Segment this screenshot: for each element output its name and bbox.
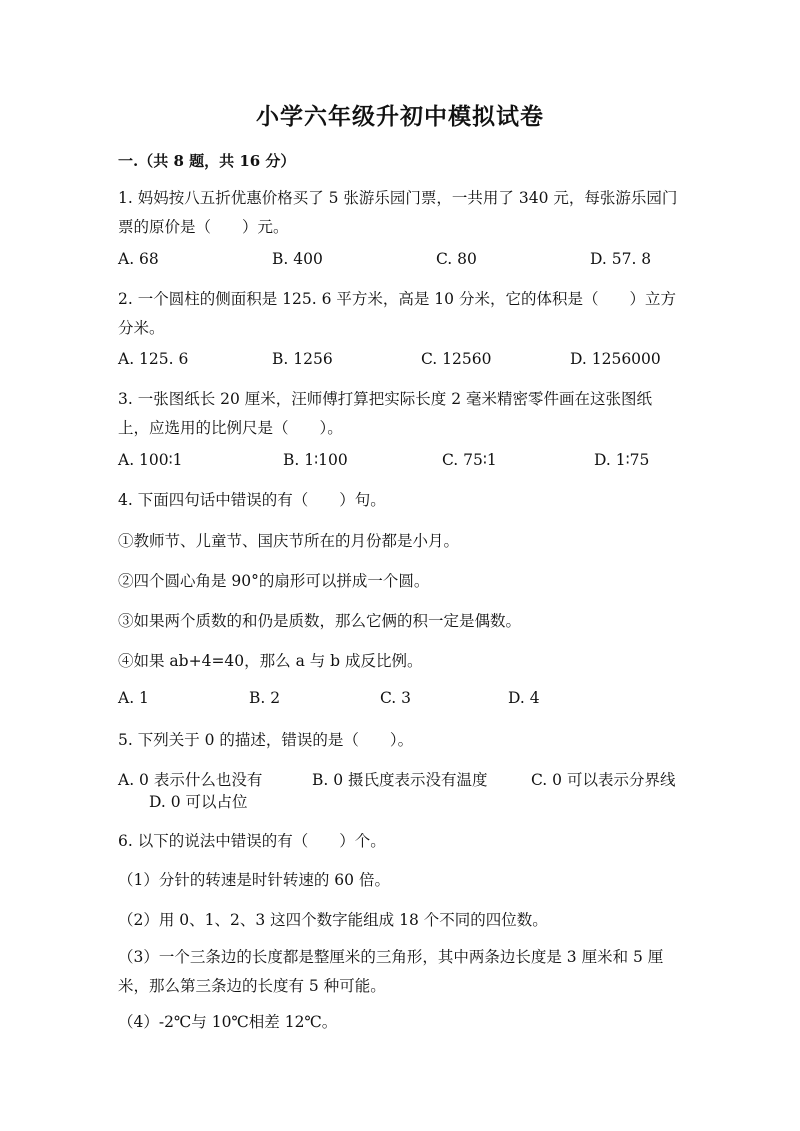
question-1-option-c: C. 80: [436, 250, 477, 268]
question-1-option-b: B. 400: [272, 250, 323, 268]
page-title: 小学六年级升初中模拟试卷: [256, 103, 544, 130]
question-4-statement-1: ①教师节、儿童节、国庆节所在的月份都是小月。: [118, 532, 460, 550]
question-3-option-d: D. 1∶75: [594, 451, 650, 469]
section-heading: 一.（共 8 题，共 16 分）: [118, 152, 296, 170]
question-6-text: 6. 以下的说法中错误的有（ ）个。: [118, 832, 386, 850]
question-2-option-c: C. 12560: [421, 350, 492, 368]
question-4-option-d: D. 4: [508, 689, 540, 707]
question-5-option-a: A. 0 表示什么也没有: [118, 771, 263, 789]
question-2-option-a: A. 125. 6: [118, 350, 189, 368]
question-4-option-a: A. 1: [118, 689, 149, 707]
question-5-option-c: C. 0 可以表示分界线: [531, 771, 676, 789]
question-5-option-b: B. 0 摄氏度表示没有温度: [312, 771, 488, 789]
question-3-text: 3. 一张图纸长 20 厘米，汪师傅打算把实际长度 2 毫米精密零件画在这张图纸上，应选用的比例尺是（ ）。: [118, 390, 653, 437]
question-6-statement-3: （3）一个三条边的长度都是整厘米的三角形，其中两条边长度是 3 厘米和 5 厘米，那么第三条边的长度有 5 种可能。: [118, 948, 664, 995]
question-1-text: 1. 妈妈按八五折优惠价格买了 5 张游乐园门票，一共用了 340 元，每张游乐园门票的原价是（ ）元。: [118, 189, 678, 236]
question-4-option-c: C. 3: [380, 689, 412, 707]
question-1-option-a: A. 68: [118, 250, 159, 268]
question-3-option-b: B. 1∶100: [283, 451, 348, 469]
question-5-option-d: D. 0 可以占位: [149, 793, 248, 811]
question-6-statement-4: （4）-2℃与 10℃相差 12℃。: [118, 1013, 338, 1031]
question-4-statement-3: ③如果两个质数的和仍是质数，那么它俩的积一定是偶数。: [118, 612, 522, 630]
question-6-statement-2: （2）用 0、1、2、3 这四个数字能组成 18 个不同的四位数。: [118, 911, 548, 929]
question-2-option-b: B. 1256: [272, 350, 333, 368]
question-4-statement-2: ②四个圆心角是 90°的扇形可以拼成一个圆。: [118, 572, 430, 590]
question-3-option-c: C. 75∶1: [442, 451, 497, 469]
question-1-option-d: D. 57. 8: [590, 250, 652, 268]
question-2-option-d: D. 1256000: [570, 350, 661, 368]
question-4-statement-4: ④如果 ab+4=40，那么 a 与 b 成反比例。: [118, 652, 423, 670]
question-4-text: 4. 下面四句话中错误的有（ ）句。: [118, 491, 386, 509]
question-6-statement-1: （1）分针的转速是时针转速的 60 倍。: [118, 871, 390, 889]
question-2-text: 2. 一个圆柱的侧面积是 125. 6 平方米，高是 10 分米，它的体积是（ ）立方分米。: [118, 290, 676, 337]
question-4-option-b: B. 2: [249, 689, 281, 707]
question-5-text: 5. 下列关于 0 的描述，错误的是（ ）。: [118, 731, 414, 749]
question-3-option-a: A. 100∶1: [118, 451, 183, 469]
